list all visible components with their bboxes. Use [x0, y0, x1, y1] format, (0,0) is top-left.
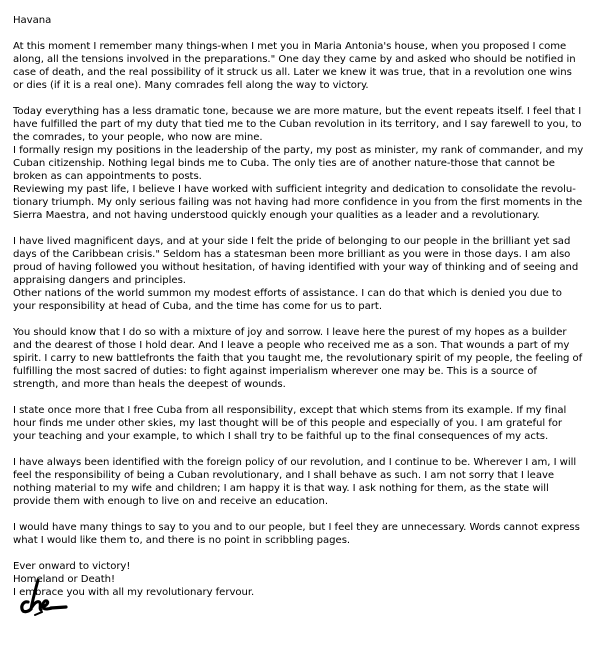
text-line: broken as can appointments to posts.	[13, 171, 202, 182]
text-line: fulfilling the most sacred of duties: to fight against imperialism wherever one may be. This is a source of	[13, 366, 537, 377]
paragraph-7	[13, 521, 597, 547]
closing-line: I embrace you with all my revolutionary fervour.	[13, 587, 255, 598]
text-line: Sierra Maestra, and not having understood quickly enough your qualities as a leader and a revolutionary.	[13, 210, 540, 221]
paragraph-1	[13, 40, 597, 92]
letter-place: Havana	[13, 15, 52, 26]
text-line: and the dearest of those I hold dear. And I leave a people who received me as a son. That wounds a part of my	[13, 340, 570, 351]
paragraph-4	[13, 326, 597, 391]
text-line: the comrades, to your people, who now are mine.	[13, 132, 263, 143]
closing	[13, 560, 597, 599]
text-line: You should know that I do so with a mixture of joy and sorrow. I leave here the purest of my hopes as a builder	[13, 327, 567, 338]
text-line: I have lived magnificent days, and at your side I felt the pride of belonging to our people in the brilliant yet sad	[13, 236, 571, 247]
text-line: At this moment I remember many things-when I met you in Maria Antonia's house, when you proposed I come	[13, 41, 567, 52]
text-line: tionary triumph. My only serious failing was not having had more confidence in you from the first moments in the	[13, 197, 583, 208]
text-line: strength, and more than heals the deepest of wounds.	[13, 379, 286, 390]
text-line: proud of having followed you without hesitation, of having identified with your way of thinking and of seeing and	[13, 262, 579, 273]
letter-body	[13, 14, 597, 599]
text-line: Other nations of the world summon my modest efforts of assistance. I can do that which is denied you due to	[13, 288, 562, 299]
text-line: case of death, and the real possibility of it struck us all. Later we knew it was true, that in a revolution one wins	[13, 67, 572, 78]
che-signature-image	[18, 576, 74, 616]
text-line: I state once more that I free Cuba from all responsibility, except that which stems from its example. If my final	[13, 405, 567, 416]
text-line: your responsibility at head of Cuba, and the time has come for us to part.	[13, 301, 382, 312]
text-line: feel the responsibility of being a Cuban revolutionary, and I shall behave as such. I am not sorry that I leave	[13, 470, 555, 481]
paragraph-2	[13, 105, 597, 222]
text-line: Cuban citizenship. Nothing legal binds me to Cuba. The only ties are of another nature-those that cannot be	[13, 158, 555, 169]
text-line: nothing material to my wife and children; I am happy it is that way. I ask nothing for them, as the state will	[13, 483, 549, 494]
closing-line: Ever onward to victory!	[13, 561, 131, 572]
text-line: your teaching and your example, to which I shall try to be faithful up to the final consequences of my acts.	[13, 431, 549, 442]
paragraph-5	[13, 404, 597, 443]
text-line: what I would like them to, and there is no point in scribbling pages.	[13, 535, 351, 546]
text-line: along, all the tensions involved in the preparations." One day they came by and asked who should be notified in	[13, 54, 576, 65]
text-line: or dies (if it is a real one). Many comrades fell along the way to victory.	[13, 80, 369, 91]
text-line: Reviewing my past life, I believe I have worked with sufficient integrity and dedication to consolidate the revolu-	[13, 184, 576, 195]
paragraph-3	[13, 235, 597, 313]
text-line: I would have many things to say to you and to our people, but I feel they are unnecessary. Words cannot express	[13, 522, 580, 533]
text-line: spirit. I carry to new battlefronts the faith that you taught me, the revolutionary spirit of my people, the feeling of	[13, 353, 583, 364]
text-line: Today everything has a less dramatic tone, because we are more mature, but the event repeats itself. I feel that I	[13, 106, 582, 117]
paragraph-6	[13, 456, 597, 508]
text-line: provide them with enough to live on and receive an education.	[13, 496, 328, 507]
text-line: have fulfilled the part of my duty that tied me to the Cuban revolution in its territory, and I say farewell to you, to	[13, 119, 582, 130]
text-line: I formally resign my positions in the leadership of the party, my post as minister, my rank of commander, and my	[13, 145, 584, 156]
text-line: I have always been identified with the foreign policy of our revolution, and I continue to be. Wherever I am, I will	[13, 457, 577, 468]
text-line: days of the Caribbean crisis." Seldom has a statesman been more brilliant as you were in those days. I am also	[13, 249, 571, 260]
text-line: appraising dangers and principles.	[13, 275, 186, 286]
text-line: hour finds me under other skies, my last thought will be of this people and especially of you. I am grateful for	[13, 418, 562, 429]
closing-line: Homeland or Death!	[13, 574, 116, 585]
